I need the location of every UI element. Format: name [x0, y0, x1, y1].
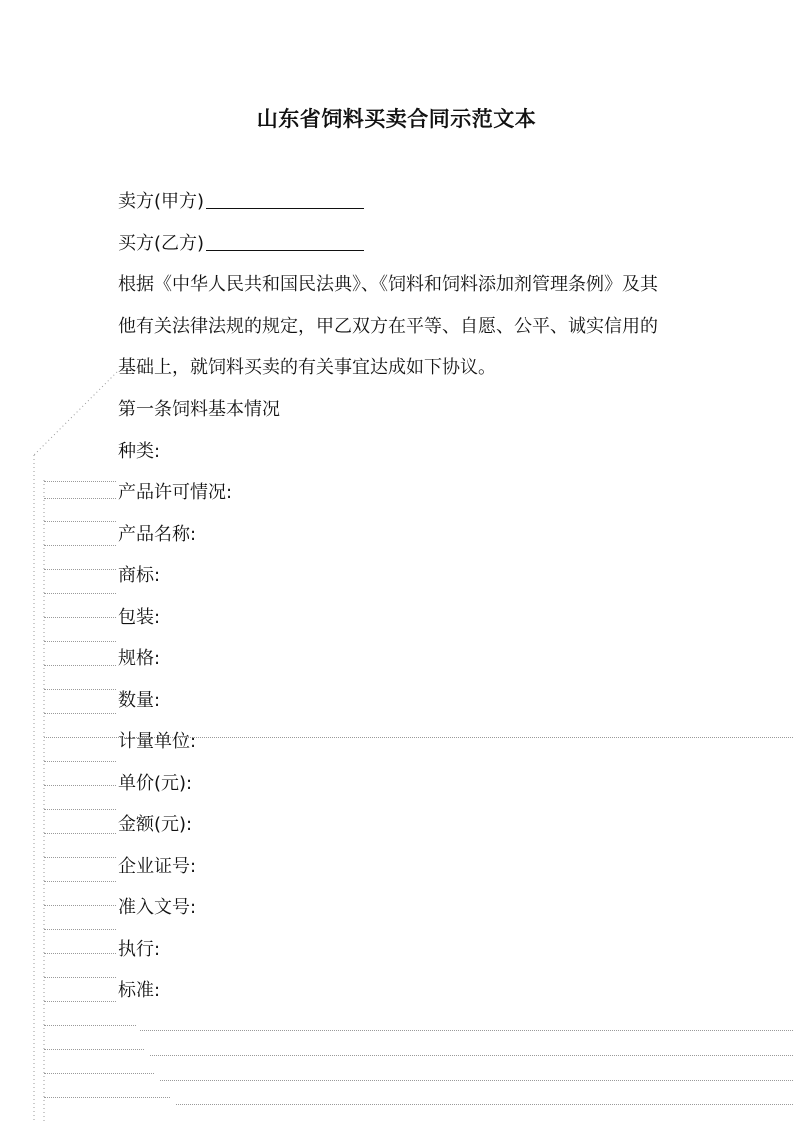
document-title: 山东省饲料买卖合同示范文本	[256, 107, 537, 131]
field-label: 计量单位:	[118, 731, 197, 752]
field-label: 数量:	[118, 690, 161, 711]
dotted-guide	[44, 809, 116, 810]
field-label: 企业证号:	[118, 856, 197, 877]
seller-label: 卖方(甲方)	[118, 191, 205, 212]
buyer-line	[118, 232, 364, 256]
field-label: 种类:	[118, 441, 161, 462]
dotted-guide	[44, 881, 116, 882]
field-label: 产品名称:	[118, 524, 197, 545]
field-label: 单价(元):	[118, 773, 193, 794]
field-label: 产品许可情况:	[118, 482, 233, 503]
dotted-guide	[44, 593, 116, 594]
dotted-guide	[44, 617, 116, 618]
dotted-guide	[44, 1025, 136, 1026]
dotted-guide	[44, 1049, 144, 1050]
field-label: 商标:	[118, 565, 161, 586]
seller-line	[118, 190, 364, 214]
intro-line-1: 根据《中华人民共和国民法典》、《饲料和饲料添加剂管理条例》及其	[118, 274, 658, 295]
dotted-guide	[44, 953, 116, 954]
intro-line-2: 他有关法律法规的规定，甲乙双方在平等、自愿、公平、诚实信用的	[118, 316, 658, 337]
field-label: 准入文号:	[118, 897, 197, 918]
dotted-guide	[44, 977, 116, 978]
dotted-guide	[44, 1097, 170, 1098]
dotted-guide	[44, 833, 116, 834]
dotted-guide	[44, 481, 116, 482]
dotted-guide	[44, 761, 116, 762]
dotted-guide	[44, 665, 116, 666]
dotted-guide	[160, 1080, 793, 1081]
dotted-guide	[44, 1001, 116, 1002]
dotted-guide	[176, 1104, 793, 1105]
intro-line-3: 基础上，就饲料买卖的有关事宜达成如下协议。	[118, 357, 496, 378]
buyer-blank	[206, 249, 364, 251]
field-label: 金额(元):	[118, 814, 193, 835]
section-title: 第一条饲料基本情况	[118, 399, 280, 420]
dotted-guide	[44, 857, 116, 858]
dotted-guide	[44, 785, 116, 786]
seller-blank	[206, 207, 364, 209]
dotted-guide	[44, 713, 116, 714]
field-label: 包装:	[118, 607, 161, 628]
buyer-label: 买方(乙方)	[118, 233, 205, 254]
dotted-guide	[44, 498, 116, 499]
dotted-guide	[44, 1073, 154, 1074]
dotted-guide	[44, 545, 116, 546]
dotted-guide	[44, 521, 116, 522]
field-label: 标准:	[118, 980, 161, 1001]
field-label: 执行:	[118, 939, 161, 960]
dotted-guide	[44, 929, 116, 930]
field-label: 规格:	[118, 648, 161, 669]
dotted-guide	[150, 1055, 793, 1056]
dotted-guide	[44, 689, 116, 690]
dotted-guide	[44, 641, 116, 642]
dotted-guide	[44, 569, 116, 570]
dotted-guide	[44, 905, 116, 906]
dotted-guide	[140, 1030, 793, 1031]
